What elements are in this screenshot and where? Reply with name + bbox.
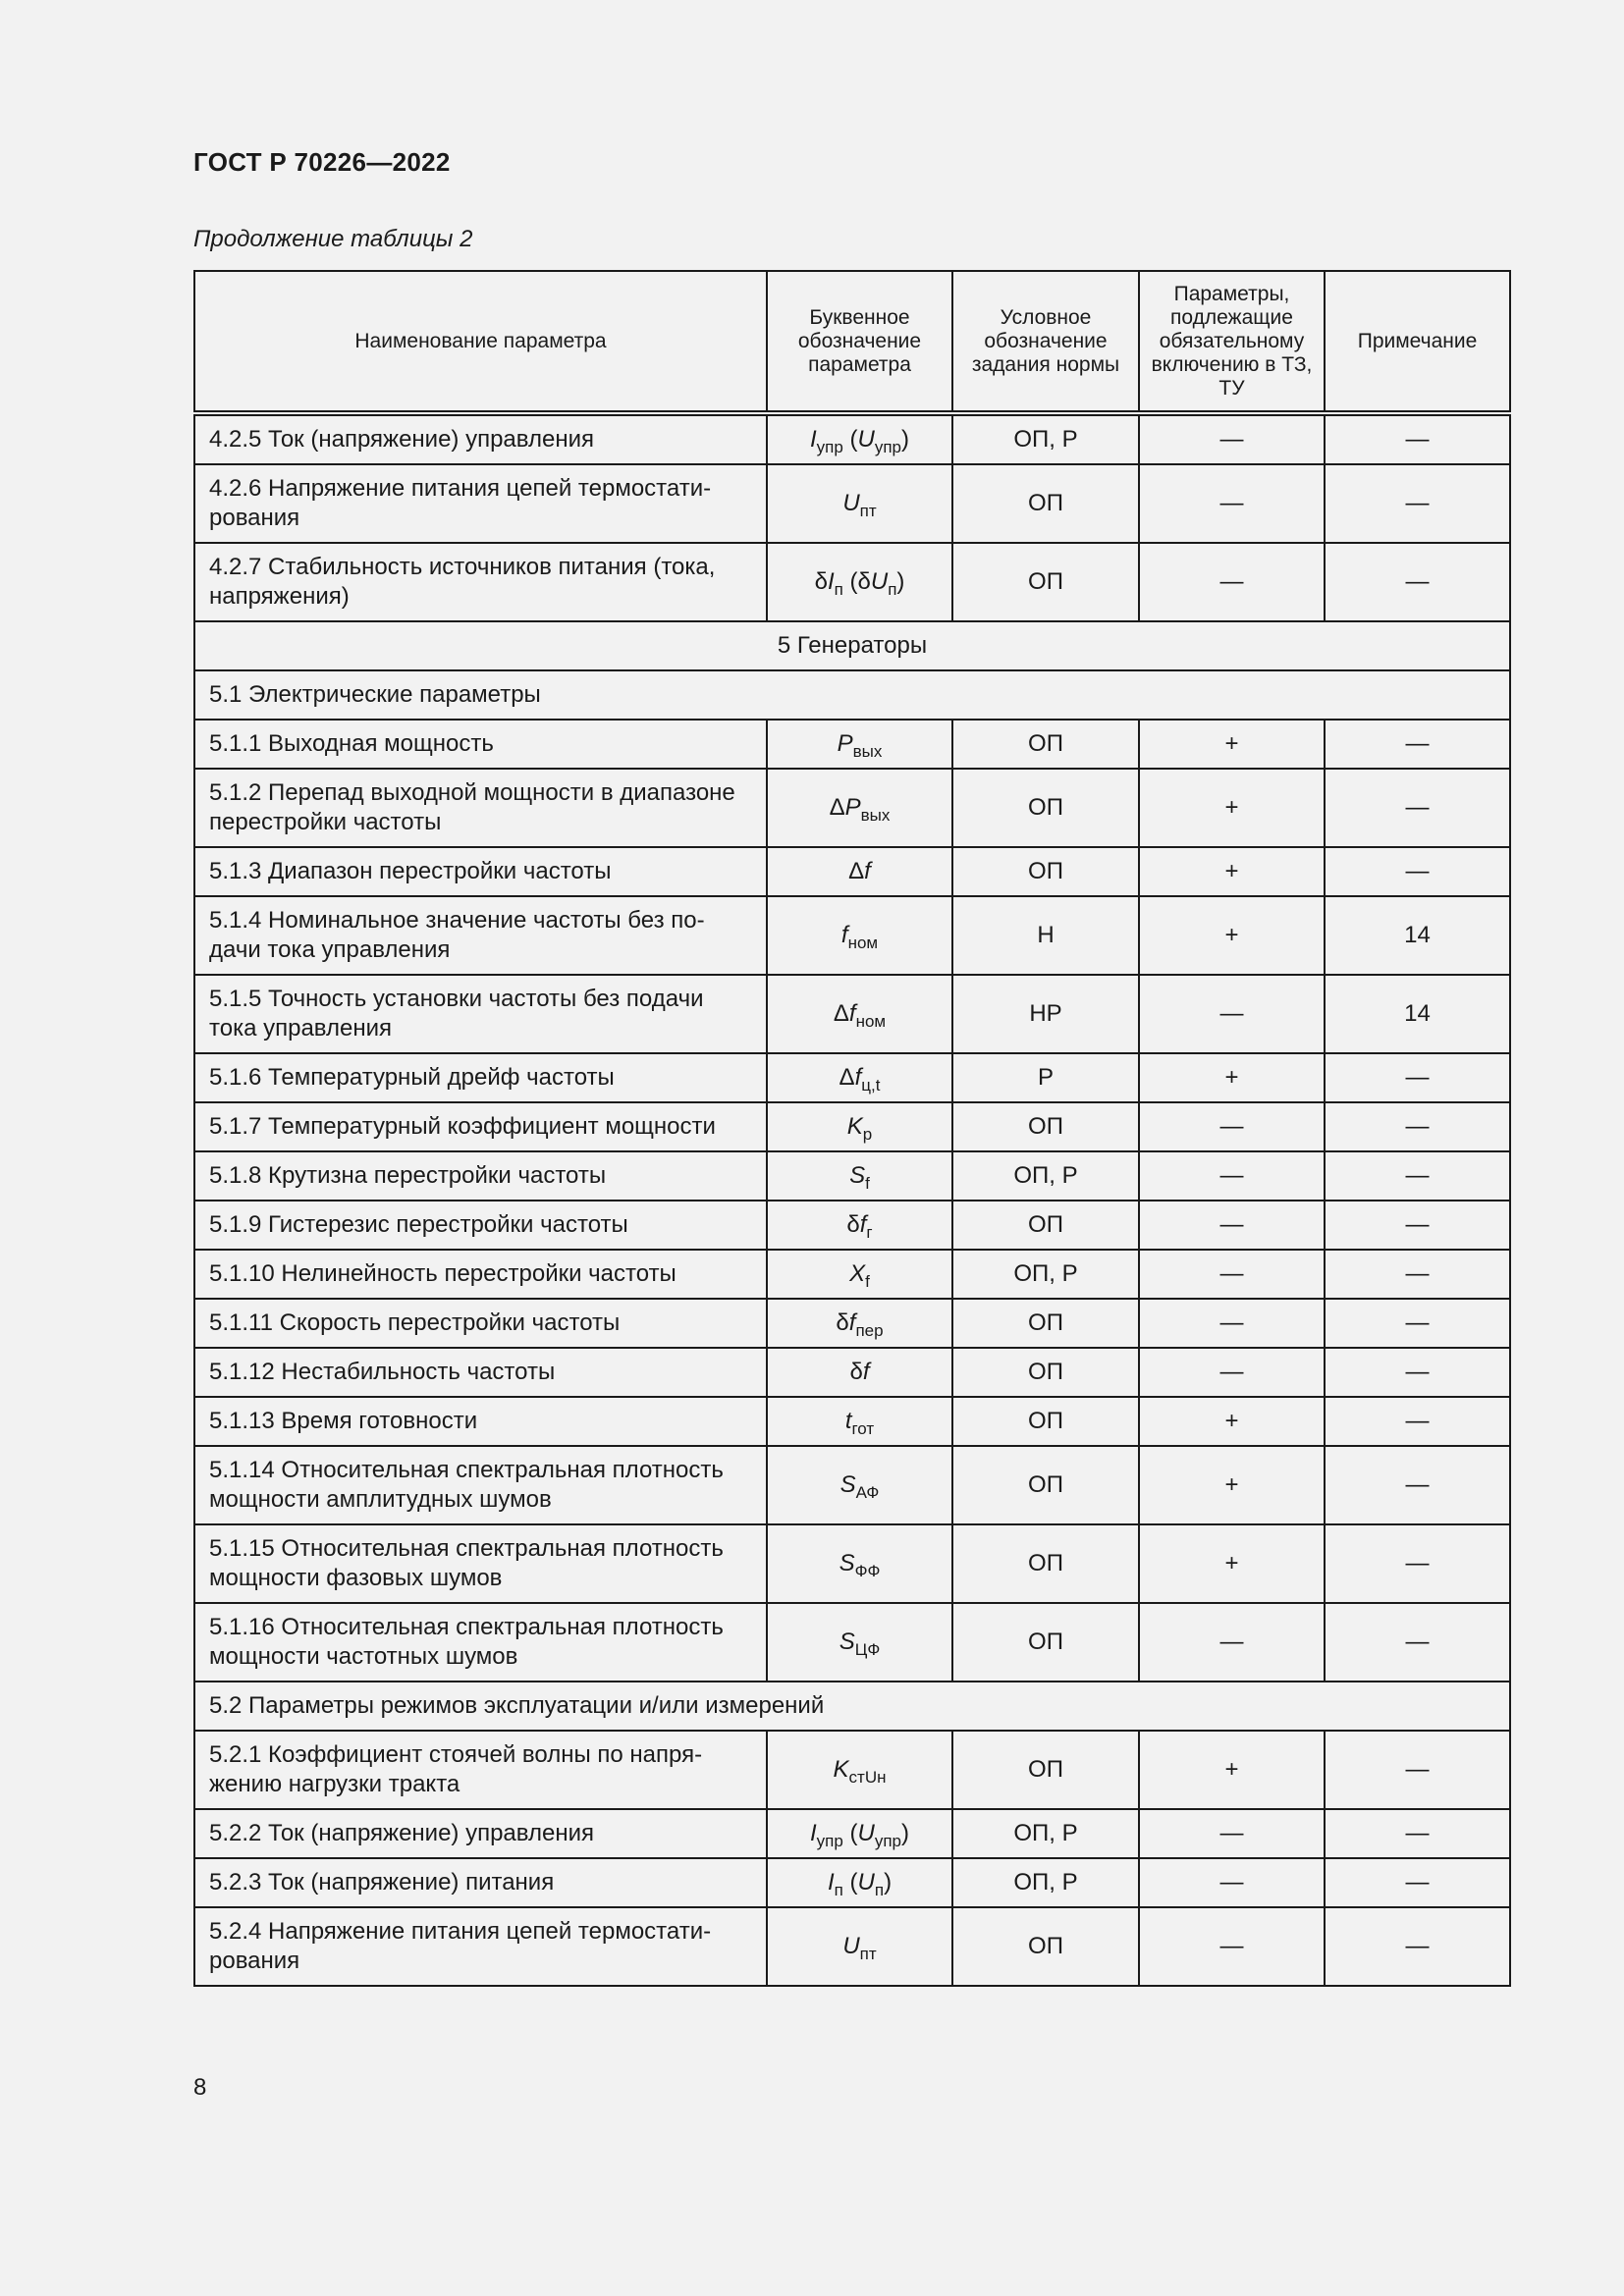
table-row	[194, 543, 1510, 621]
param-note: 14	[1325, 975, 1510, 1053]
param-name: 5.2.1 Коэффициент стоячей волны по напря-жению нагрузки тракта	[194, 1731, 767, 1809]
document-header: ГОСТ Р 70226—2022	[193, 147, 451, 177]
param-name: 5.1.10 Нелинейность перестройки частоты	[194, 1250, 767, 1299]
param-name: 5.1.1 Выходная мощность	[194, 720, 767, 769]
table-row	[194, 1731, 1510, 1809]
param-name: 5.2.2 Ток (напряжение) управления	[194, 1809, 767, 1858]
param-name: 5.1.2 Перепад выходной мощности в диапазоне перестройки частоты	[194, 769, 767, 847]
param-name: 5.1.4 Номинальное значение частоты без по-дачи тока управления	[194, 896, 767, 975]
param-note: —	[1325, 847, 1510, 896]
param-note: —	[1325, 720, 1510, 769]
param-symbol: $\delta I_п$ $(\delta U_п)$	[767, 543, 952, 621]
param-symbol: $\Delta P_{вых}$	[767, 769, 952, 847]
param-note: —	[1325, 1151, 1510, 1201]
table-row	[194, 1053, 1510, 1102]
header-symbol: Буквенное обозначение параметра	[767, 271, 952, 413]
subsection-title: 5.1 Электрические параметры	[194, 670, 1510, 720]
header-norm: Условное обозначение задания нормы	[952, 271, 1139, 413]
param-mandatory: +	[1139, 896, 1325, 975]
table-row	[194, 1102, 1510, 1151]
param-norm: ОП, Р	[952, 1809, 1139, 1858]
param-note: —	[1325, 1397, 1510, 1446]
table-row	[194, 896, 1510, 975]
table-row	[194, 1603, 1510, 1682]
param-symbol: $S_{АФ}$	[767, 1446, 952, 1524]
param-mandatory: +	[1139, 720, 1325, 769]
param-note: —	[1325, 1102, 1510, 1151]
table-row	[194, 1397, 1510, 1446]
param-mandatory: —	[1139, 1348, 1325, 1397]
param-name: 5.2.3 Ток (напряжение) питания	[194, 1858, 767, 1907]
param-norm: ОП, Р	[952, 1858, 1139, 1907]
param-note: —	[1325, 464, 1510, 543]
param-name: 5.2.4 Напряжение питания цепей термостати-рования	[194, 1907, 767, 1986]
table-row	[194, 1250, 1510, 1299]
param-symbol: $K_р$	[767, 1102, 952, 1151]
param-mandatory: —	[1139, 1603, 1325, 1682]
param-norm: ОП	[952, 543, 1139, 621]
parameters-table	[193, 270, 1511, 1987]
param-note: —	[1325, 1201, 1510, 1250]
param-mandatory: —	[1139, 1858, 1325, 1907]
param-norm: ОП, Р	[952, 1250, 1139, 1299]
param-symbol: $P_{вых}$	[767, 720, 952, 769]
table-header-row	[194, 271, 1510, 413]
param-name: 5.1.13 Время готовности	[194, 1397, 767, 1446]
param-mandatory: —	[1139, 413, 1325, 464]
subsection-row	[194, 1682, 1510, 1731]
table-row	[194, 769, 1510, 847]
param-norm: ОП	[952, 464, 1139, 543]
param-note: 14	[1325, 896, 1510, 975]
param-mandatory: —	[1139, 543, 1325, 621]
param-mandatory: +	[1139, 1397, 1325, 1446]
param-mandatory: —	[1139, 1809, 1325, 1858]
header-note: Примечание	[1325, 271, 1510, 413]
param-norm: ОП, Р	[952, 413, 1139, 464]
subsection-title: 5.2 Параметры режимов эксплуатации и/или измерений	[194, 1682, 1510, 1731]
param-note: —	[1325, 1299, 1510, 1348]
param-note: —	[1325, 1603, 1510, 1682]
param-mandatory: +	[1139, 1524, 1325, 1603]
param-name: 5.1.16 Относительная спектральная плотность мощности частотных шумов	[194, 1603, 767, 1682]
table-row	[194, 1809, 1510, 1858]
section-row	[194, 621, 1510, 670]
page-number: 8	[193, 2074, 207, 2101]
param-symbol: $U_{пт}$	[767, 464, 952, 543]
param-symbol: $t_{гот}$	[767, 1397, 952, 1446]
param-mandatory: —	[1139, 464, 1325, 543]
param-mandatory: —	[1139, 1907, 1325, 1986]
param-symbol: $K_{стUн}$	[767, 1731, 952, 1809]
param-norm: ОП	[952, 1603, 1139, 1682]
table-row	[194, 847, 1510, 896]
param-norm: ОП	[952, 1524, 1139, 1603]
section-title: 5 Генераторы	[194, 621, 1510, 670]
param-note: —	[1325, 1858, 1510, 1907]
param-mandatory: —	[1139, 1151, 1325, 1201]
param-note: —	[1325, 1731, 1510, 1809]
param-norm: ОП	[952, 1397, 1139, 1446]
param-symbol: Δf	[767, 847, 952, 896]
param-mandatory: —	[1139, 1250, 1325, 1299]
param-norm: ОП	[952, 1201, 1139, 1250]
param-norm: ОП	[952, 847, 1139, 896]
param-note: —	[1325, 1907, 1510, 1986]
param-symbol: $S_f$	[767, 1151, 952, 1201]
param-symbol: $\Delta f_{ном}$	[767, 975, 952, 1053]
param-mandatory: +	[1139, 1731, 1325, 1809]
table-caption: Продолжение таблицы 2	[193, 226, 473, 252]
param-norm: ОП	[952, 1731, 1139, 1809]
param-norm: ОП	[952, 1348, 1139, 1397]
table-row	[194, 1348, 1510, 1397]
param-mandatory: +	[1139, 769, 1325, 847]
param-symbol: δf	[767, 1348, 952, 1397]
param-norm: Н	[952, 896, 1139, 975]
param-mandatory: —	[1139, 1102, 1325, 1151]
table-row	[194, 413, 1510, 464]
param-symbol: $X_f$	[767, 1250, 952, 1299]
param-norm: ОП, Р	[952, 1151, 1139, 1201]
param-norm: ОП	[952, 720, 1139, 769]
table-row	[194, 1151, 1510, 1201]
param-norm: НР	[952, 975, 1139, 1053]
param-symbol: $S_{ЦФ}$	[767, 1603, 952, 1682]
param-name: 5.1.14 Относительная спектральная плотность мощности амплитудных шумов	[194, 1446, 767, 1524]
param-symbol: $I_п$ $(U_п)$	[767, 1858, 952, 1907]
param-symbol: $I_{упр}$ $(U_{упр})$	[767, 1809, 952, 1858]
param-mandatory: +	[1139, 1053, 1325, 1102]
param-note: —	[1325, 1524, 1510, 1603]
table-row	[194, 464, 1510, 543]
param-name: 5.1.15 Относительная спектральная плотность мощности фазовых шумов	[194, 1524, 767, 1603]
param-note: —	[1325, 769, 1510, 847]
table-row	[194, 1858, 1510, 1907]
param-norm: ОП	[952, 1102, 1139, 1151]
param-name: 4.2.6 Напряжение питания цепей термостати-рования	[194, 464, 767, 543]
param-norm: ОП	[952, 1299, 1139, 1348]
subsection-row	[194, 670, 1510, 720]
param-norm: Р	[952, 1053, 1139, 1102]
param-name: 5.1.7 Температурный коэффициент мощности	[194, 1102, 767, 1151]
param-name: 5.1.5 Точность установки частоты без подачи тока управления	[194, 975, 767, 1053]
param-name: 5.1.12 Нестабильность частоты	[194, 1348, 767, 1397]
param-norm: ОП	[952, 1446, 1139, 1524]
param-note: —	[1325, 1446, 1510, 1524]
param-symbol: $\delta f_г$	[767, 1201, 952, 1250]
param-name: 5.1.11 Скорость перестройки частоты	[194, 1299, 767, 1348]
table-row	[194, 1299, 1510, 1348]
param-norm: ОП	[952, 769, 1139, 847]
table-row	[194, 1524, 1510, 1603]
param-norm: ОП	[952, 1907, 1139, 1986]
param-name: 5.1.8 Крутизна перестройки частоты	[194, 1151, 767, 1201]
param-note: —	[1325, 1348, 1510, 1397]
param-note: —	[1325, 1053, 1510, 1102]
param-symbol: $U_{пт}$	[767, 1907, 952, 1986]
table-row	[194, 1201, 1510, 1250]
param-name: 4.2.5 Ток (напряжение) управления	[194, 413, 767, 464]
param-note: —	[1325, 1250, 1510, 1299]
param-note: —	[1325, 1809, 1510, 1858]
param-symbol: $\Delta f_{ц,t}$	[767, 1053, 952, 1102]
header-mandatory: Параметры, подлежащие обязательному включению в ТЗ, ТУ	[1139, 271, 1325, 413]
param-mandatory: +	[1139, 847, 1325, 896]
param-mandatory: —	[1139, 975, 1325, 1053]
param-mandatory: —	[1139, 1299, 1325, 1348]
table-row	[194, 975, 1510, 1053]
param-note: —	[1325, 543, 1510, 621]
param-symbol: $f_{ном}$	[767, 896, 952, 975]
param-symbol: $I_{упр}$ $(U_{упр})$	[767, 413, 952, 464]
param-note: —	[1325, 413, 1510, 464]
param-name: 5.1.3 Диапазон перестройки частоты	[194, 847, 767, 896]
param-mandatory: +	[1139, 1446, 1325, 1524]
param-name: 5.1.9 Гистерезис перестройки частоты	[194, 1201, 767, 1250]
param-symbol: $S_{ФФ}$	[767, 1524, 952, 1603]
table-row	[194, 1907, 1510, 1986]
param-name: 5.1.6 Температурный дрейф частоты	[194, 1053, 767, 1102]
table-row	[194, 720, 1510, 769]
table-row	[194, 1446, 1510, 1524]
header-name: Наименование параметра	[194, 271, 767, 413]
param-symbol: $\delta f_{пер}$	[767, 1299, 952, 1348]
param-name: 4.2.7 Стабильность источников питания (тока, напряжения)	[194, 543, 767, 621]
param-mandatory: —	[1139, 1201, 1325, 1250]
